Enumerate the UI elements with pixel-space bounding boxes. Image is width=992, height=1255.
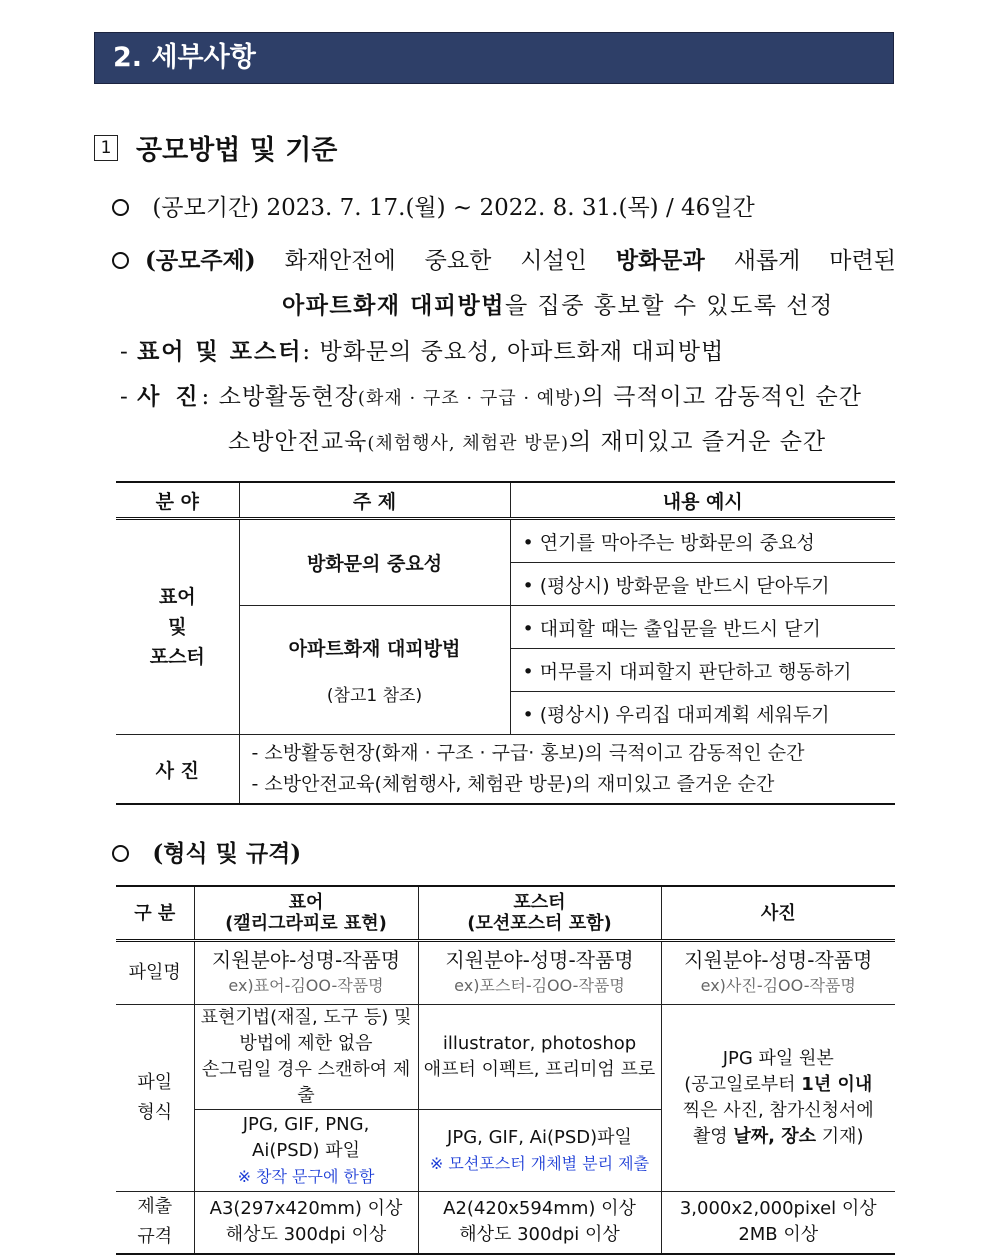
example-item: • (평상시) 방화문을 반드시 닫아두기: [510, 563, 895, 606]
cell-line: 해상도 300dpi 이상: [225, 1224, 387, 1246]
cell-line: 찍은 사진, 참가신청서에: [682, 1100, 874, 1121]
cell-line: 2MB 이상: [738, 1224, 819, 1246]
cell-text: 기재): [816, 1126, 864, 1147]
cell-line: A2(420x594mm) 이상: [443, 1198, 636, 1220]
photo-text: 소방안전교육: [228, 429, 368, 455]
example-item: • 연기를 막아주는 방화문의 중요성: [510, 519, 895, 563]
format-label: (형식 및 규격): [152, 840, 302, 867]
filename-example: ex)표어-김OO-작품명: [228, 976, 384, 995]
photo-items: [239, 735, 895, 805]
filename-pattern: 지원분야-성명-작품명: [445, 948, 634, 972]
theme-line-1: [112, 242, 896, 275]
filename-pattern: 지원분야-성명-작품명: [684, 948, 873, 972]
cell-note: ※ 창작 문구에 한함: [237, 1166, 375, 1186]
filename-slogan: [194, 941, 418, 1005]
theme-bold: 아파트화재 대피방법: [282, 292, 505, 319]
field-slogan-poster: 표어 및 포스터: [116, 519, 239, 735]
table-header: 구 분: [116, 886, 194, 941]
poster-software: [418, 1005, 661, 1110]
sub-slogan-text: : 방화문의 중요성, 아파트화재 대피방법: [302, 339, 725, 365]
sub-photo-line-2: [228, 423, 826, 456]
example-item: • 대피할 때는 출입문을 반드시 닫기: [510, 606, 895, 649]
topic-fire-door: 방화문의 중요성: [239, 519, 510, 606]
cell-line: 해상도 300dpi 이상: [459, 1224, 620, 1246]
sub-slogan-label: 표어 및 포스터: [137, 338, 303, 365]
theme-word: 시설인: [520, 248, 587, 274]
topic-evacuation-note: (참고1 참조): [326, 686, 423, 706]
cell-line: 표현기법(재질, 도구 등) 및: [200, 1007, 412, 1028]
cell-text-bold: 1년 이내: [801, 1074, 873, 1095]
dash: -: [120, 384, 129, 410]
dash: -: [120, 339, 129, 365]
sub-slogan-line: [120, 333, 724, 366]
cell-text: 촬영: [692, 1126, 734, 1147]
header-title: 2. 세부사항: [94, 32, 894, 84]
colon: :: [201, 384, 211, 410]
field-photo: 사 진: [116, 735, 239, 805]
row-label-filetype: 파일 형식: [116, 1005, 194, 1192]
cell-line: A3(297x420mm) 이상: [209, 1198, 403, 1220]
circle-bullet-icon: [112, 845, 129, 862]
circle-bullet-icon: [112, 199, 129, 216]
row-label-spec: 제출 규격: [116, 1192, 194, 1254]
section-title: [94, 128, 337, 167]
photo-filetype: [661, 1005, 895, 1192]
cell-line: JPG 파일 원본: [722, 1048, 834, 1069]
header-line: (캘리그라피로 표현): [225, 913, 387, 934]
cell-line: 3,000x2,000pixel 이상: [679, 1198, 877, 1220]
sub-photo-label: 사 진: [137, 383, 202, 410]
theme-word: 중요한: [424, 248, 492, 274]
theme-word: 새롭게: [733, 248, 801, 274]
spec-poster: [418, 1192, 661, 1254]
example-item: • (평상시) 우리집 대피계획 세워두기: [510, 692, 895, 735]
example-item: • 머무를지 대피할지 판단하고 행동하기: [510, 649, 895, 692]
cell-line: JPG, GIF, PNG,: [242, 1113, 370, 1135]
photo-text: 의 극적이고 감동적인 순간: [581, 384, 862, 410]
photo-item: - 소방안전교육(체험행사, 체험관 방문)의 재미있고 즐거운 순간: [251, 773, 775, 795]
row-label-filename: 파일명: [116, 941, 194, 1005]
cell-line: [662, 1124, 896, 1150]
table-header: 주 제: [239, 482, 510, 519]
format-table: [116, 885, 895, 1255]
theme-word: 방화문과: [615, 247, 705, 274]
filename-photo: [661, 941, 895, 1005]
header-line: 표어: [288, 892, 324, 913]
table-header: [418, 886, 661, 941]
filename-example: ex)사진-김OO-작품명: [700, 976, 856, 995]
cell-line: Ai(PSD) 파일: [252, 1139, 360, 1161]
table-header: 내용 예시: [510, 482, 895, 519]
cell-line: [662, 1072, 896, 1098]
poster-filetype: [418, 1110, 661, 1192]
photo-item: - 소방활동현장(화재 · 구조 · 구급· 홍보)의 극적이고 감동적인 순간: [251, 742, 805, 764]
section-title-text: 공모방법 및 기준: [136, 135, 338, 166]
header-line: (모션포스터 포함): [467, 913, 612, 934]
topic-table: [116, 481, 895, 805]
filename-pattern: 지원분야-성명-작품명: [211, 948, 401, 972]
cell-note: ※ 모션포스터 개체별 분리 제출: [429, 1153, 650, 1173]
theme-rest: 을 집중 홍보할 수 있도록 선정: [504, 293, 834, 319]
theme-label: (공모주제): [145, 247, 256, 274]
table-header: 사진: [661, 886, 895, 941]
filename-poster: [418, 941, 661, 1005]
theme-line-2: [282, 287, 834, 320]
photo-text: 의 재미있고 즐거운 순간: [569, 429, 827, 455]
slogan-filetype: [194, 1110, 418, 1192]
format-line: [112, 835, 301, 868]
cell-line: 애프터 이펙트, 프리미엄 프로: [423, 1059, 656, 1080]
spec-slogan: [194, 1192, 418, 1254]
table-header: 분 야: [116, 482, 239, 519]
topic-evacuation: [239, 606, 510, 735]
photo-text: 소방활동현장: [218, 384, 358, 410]
filename-example: ex)포스터-김OO-작품명: [454, 976, 625, 995]
cell-text: (공고일로부터: [684, 1074, 802, 1095]
slogan-technique: [194, 1005, 418, 1110]
period-label: (공모기간): [152, 195, 260, 221]
cell-text-bold: 날짜, 장소: [733, 1126, 817, 1147]
cell-line: 방법에 제한 없음: [239, 1033, 373, 1054]
cell-line: JPG, GIF, Ai(PSD)파일: [447, 1126, 632, 1148]
period-line: [112, 189, 755, 222]
photo-text-small: (체험행사, 체험관 방문): [367, 433, 570, 454]
topic-evacuation-title: 아파트화재 대피방법: [288, 638, 461, 660]
sub-photo-line-1: [120, 378, 862, 411]
theme-word: 화재안전에: [284, 248, 396, 274]
period-text: 2023. 7. 17.(월) ~ 2022. 8. 31.(목) / 46일간: [266, 195, 755, 221]
section-number: 1: [94, 135, 118, 161]
theme-word: 마련된: [829, 248, 896, 274]
photo-text-small: (화재 · 구조 · 구급 · 예방): [357, 388, 582, 409]
spec-photo: [661, 1192, 895, 1254]
table-header: [194, 886, 418, 941]
cell-line: illustrator, photoshop: [442, 1033, 637, 1054]
cell-line: 손그림일 경우 스캔하여 제출: [201, 1059, 411, 1106]
circle-bullet-icon: [112, 252, 129, 269]
header-line: 포스터: [513, 892, 566, 913]
